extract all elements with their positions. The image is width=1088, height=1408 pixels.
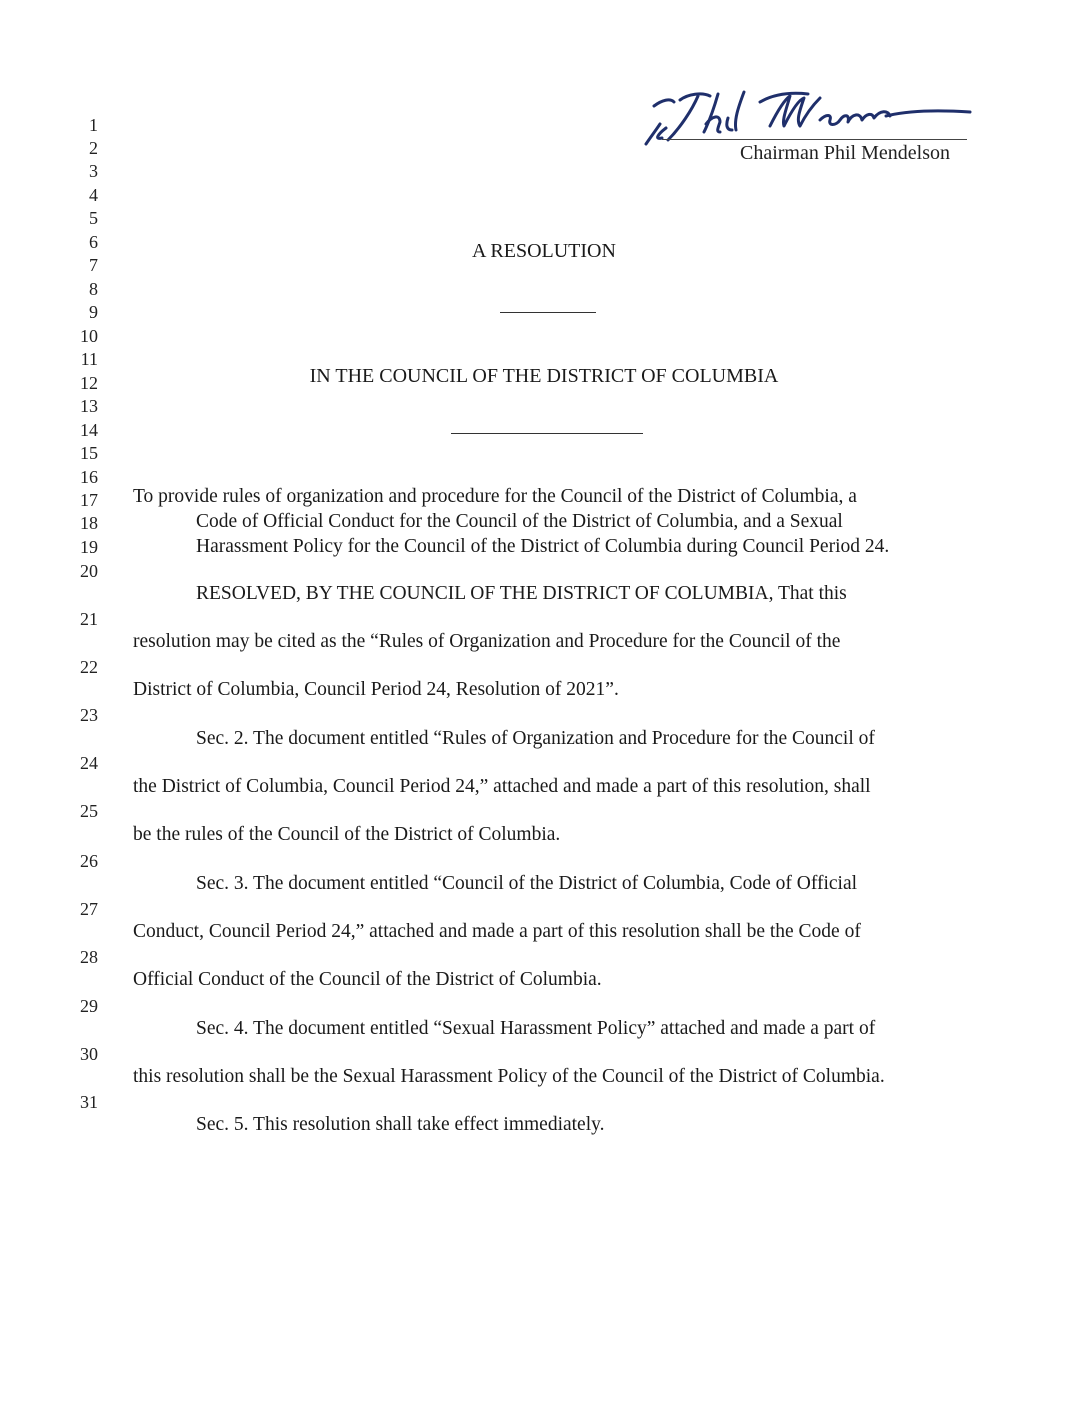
line-number: 18 [80,513,98,533]
body-line: Official Conduct of the Council of the District of Columbia. [133,969,602,990]
line-number: 14 [80,420,98,440]
signature-image [640,80,980,140]
line-number: 29 [80,996,98,1016]
heading-divider [500,312,596,313]
line-number: 3 [89,161,98,181]
body-line: this resolution shall be the Sexual Harassment Policy of the Council of the District of Columbia. [133,1066,885,1087]
signer-name: Chairman Phil Mendelson [740,142,950,164]
resolution-heading: A RESOLUTION [472,240,616,262]
signature-line [662,139,967,140]
body-line: Sec. 3. The document entitled “Council of the District of Columbia, Code of Official [196,873,858,894]
line-number: 30 [80,1044,98,1064]
body-line: Sec. 4. The document entitled “Sexual Harassment Policy” attached and made a part of [196,1018,876,1039]
line-number: 28 [80,947,98,967]
line-number: 22 [80,657,98,677]
body-line: District of Columbia, Council Period 24, Resolution of 2021”. [133,679,619,700]
line-number: 27 [80,899,98,919]
line-number: 10 [80,326,98,346]
line-number: 24 [80,753,98,773]
line-number: 20 [80,561,98,581]
line-number: 1 [89,115,98,135]
line-number: 6 [89,232,98,252]
line-number: 15 [80,443,98,463]
line-number: 17 [80,490,98,510]
body-line: Conduct, Council Period 24,” attached and made a part of this resolution shall be the Code of [133,921,861,942]
line-number: 31 [80,1092,98,1112]
line-number: 23 [80,705,98,725]
line-number: 25 [80,801,98,821]
line-number: 16 [80,467,98,487]
purpose-line: To provide rules of organization and procedure for the Council of the District of Columbia, a [133,486,857,507]
line-number: 26 [80,851,98,871]
body-line: the District of Columbia, Council Period 24,” attached and made a part of this resolution, shall [133,776,871,797]
body-line: Sec. 2. The document entitled “Rules of Organization and Procedure for the Council of [196,728,875,749]
line-number: 11 [80,349,98,369]
line-number: 13 [80,396,98,416]
line-number: 2 [89,138,98,158]
purpose-line: Code of Official Conduct for the Council of the District of Columbia, and a Sexual [196,511,843,532]
line-number: 19 [80,537,98,557]
body-line: be the rules of the Council of the District of Columbia. [133,824,561,845]
line-number: 7 [89,255,98,275]
body-line: Sec. 5. This resolution shall take effect immediately. [196,1114,605,1135]
line-number: 8 [89,279,98,299]
council-divider [451,433,643,434]
line-number: 4 [89,185,98,205]
body-line: RESOLVED, BY THE COUNCIL OF THE DISTRICT OF COLUMBIA, That this [196,583,847,604]
line-number: 5 [89,208,98,228]
council-heading: IN THE COUNCIL OF THE DISTRICT OF COLUMBIA [309,365,779,387]
line-number: 9 [89,302,98,322]
body-line: resolution may be cited as the “Rules of Organization and Procedure for the Council of the [133,631,841,652]
line-number: 21 [80,609,98,629]
line-number: 12 [80,373,98,393]
purpose-line: Harassment Policy for the Council of the District of Columbia during Council Period 24. [196,536,890,557]
